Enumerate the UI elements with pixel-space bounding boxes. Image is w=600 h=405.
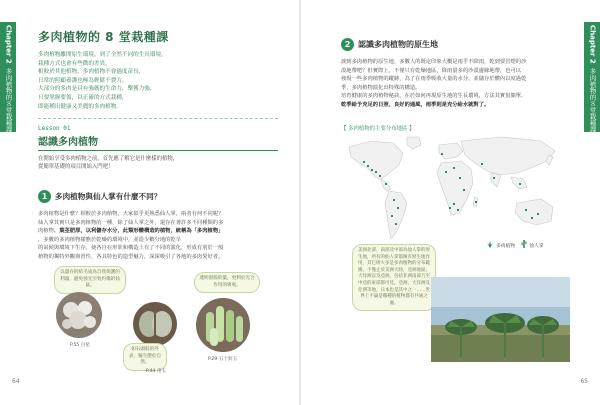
body-text: 肉植物。: [38, 228, 60, 235]
page-number-left: 64: [12, 378, 20, 385]
section-1-heading: [38, 190, 161, 203]
legend-item: [521, 240, 543, 250]
legend-item: [486, 241, 515, 250]
succulent-photo-hakusei: [56, 292, 102, 338]
photo-caption: P.44 帝玉: [146, 369, 167, 374]
section-2-body: [341, 58, 569, 110]
succulent-photo-isuzudama: [196, 298, 250, 352]
dashed-divider: [38, 118, 278, 119]
intro-text: [38, 51, 286, 111]
section-number-badge: 2: [341, 38, 354, 51]
intro-line: 大部分的多肉是具有強韌的生命力，擊獲力強，: [38, 86, 156, 93]
page-title: 多肉植物的 8 堂栽種課: [38, 30, 169, 44]
chapter-subtitle: 多肉植物的８堂栽種課: [4, 67, 13, 133]
lesson-desc-line: 從簡單基礎的項目開始入門吧！: [38, 164, 114, 171]
body-line-highlight: 乾季給予充足的日照、良好的通風，雨季則是充分給水就對了。: [341, 101, 490, 108]
photo-caption: P.29 五十鈴玉: [208, 357, 238, 362]
chapter-side-tab-left: [0, 22, 16, 132]
lesson-title: 認識多肉植物: [38, 137, 98, 149]
body-line: 的氣候與環境下生存，使各自在形狀和構造上有了不同的演化，形成有別於一般: [38, 245, 224, 252]
lesson-description: [38, 155, 286, 171]
chapter-subtitle: 多肉植物的８堂栽種課: [588, 67, 597, 133]
body-line: [38, 227, 286, 236]
lesson-desc-line: 在開始享受多肉植物之前，首先應了解它是什麼樣的植物，: [38, 156, 179, 163]
intro-line: 多肉植物離開原生環境，到了全然不同的生長環境，: [38, 52, 167, 58]
succulent-photo-teigyoku: [133, 302, 177, 346]
left-page-top: [38, 28, 286, 171]
legend-label: 多肉植物: [496, 243, 516, 249]
chapter-label: Chapter 2: [588, 25, 597, 64]
habitat-landscape-photo: [431, 277, 570, 362]
page-gutter: [299, 0, 301, 405]
map-label: 【 多肉植物的主要分布地區 】: [341, 126, 415, 132]
body-line: 發現一些多肉植物的蹤跡，為了在雨季吸收大量的水分，並儲存於體內以度過乾: [341, 76, 527, 83]
section-number-badge: 1: [38, 190, 51, 203]
body-line: 談到多肉植物的原生地，多數人的既定印象大概是雨乎不降雨，乾到要冒煙的沙: [341, 59, 527, 65]
photo-callout: 如石頭般的外表，擬生態於自然。: [123, 343, 167, 371]
page-number-right: 65: [580, 378, 588, 385]
photo-caption: P.55 白星: [70, 343, 91, 348]
body-line: 季，多肉植物演化出特殊的構造。: [341, 84, 421, 91]
body-line: 仙人掌其實只是多肉植物的一種，除了仙人掌之外，還存在著許多不同種類的多: [38, 219, 224, 226]
body-line: 植物的獨特外觀與習性，各具特色的造型魅力，深深吸引了各地的多肉愛好者。: [38, 253, 224, 260]
succulent-icon: [486, 241, 494, 250]
intro-line: 即能種出健康又美麗的多肉植物。: [38, 103, 122, 110]
intro-line: 栽種方式也會有些微的差異。: [38, 60, 111, 67]
highlight-text: 葉茎肥厚，以利儲存水分，此類形體構造的植物，統稱為「多肉植物」: [59, 228, 224, 235]
section-1-body: [38, 210, 286, 262]
chapter-label: Chapter 2: [4, 25, 13, 64]
chapter-side-tab-right: [584, 22, 600, 132]
intro-line: 只要掌握要領，以正確的方式栽種，: [38, 94, 128, 101]
cactus-icon: [521, 240, 527, 250]
lesson-label: Lesson 01: [38, 125, 71, 133]
body-line: ，多數的多肉植物樣態於乾燥的環境中，並從少數分地的乾旱: [38, 236, 182, 243]
photo-callout: 以儲存的結毛成為自我保護的利器，避免強光引致灼傷的仙鼠。: [54, 266, 126, 294]
intro-line: 相較於其他植物，多肉植物不會過度苗長，: [38, 69, 145, 76]
body-line: 漠地帶吧？但實際上，不僅只有乾燥地區，降雨量多的沙漠邊緣地帶，也可以: [341, 67, 522, 74]
note-callout: 美洲北部、南部及中部為仙人掌的原生地，所有的仙人掌都擁有原生地作用，其它則大多是多肉植物的分布範圍。不僅止於美洲大陸，亞洲地區，大洋洲以及亞洲，包括非洲南部乃至中亞的東部都可見。亞洲、大洋洲及亞洲等地，日本也是其中之一……世界上不論是哪種的植物都有共通之處。: [352, 244, 436, 311]
map-legend: [486, 240, 550, 250]
intro-line: 日常的照顧養護也極為輕鬆不費力。: [38, 77, 128, 84]
body-line: 多肉植物是什麼？相較於多肉植物，大家似乎更熟悉仙人掌，兩者有何不同呢？: [38, 211, 224, 217]
legend-label: 仙人掌: [529, 243, 544, 249]
section-title: 多肉植物與仙人掌有什麼不同？: [55, 192, 162, 201]
world-distribution-map: [341, 133, 569, 251]
lesson-underline: [38, 150, 278, 151]
body-line: 培育健康的多肉植物秘訣，在於如何再現原生地的生長環境，方法其實很簡單，: [341, 93, 527, 100]
photo-callout: 透明窗般的葉，更利於光合作用的吸收。: [194, 272, 260, 293]
section-title: 認識多肉植物的原生地: [358, 40, 438, 49]
section-2-heading: [341, 38, 438, 51]
